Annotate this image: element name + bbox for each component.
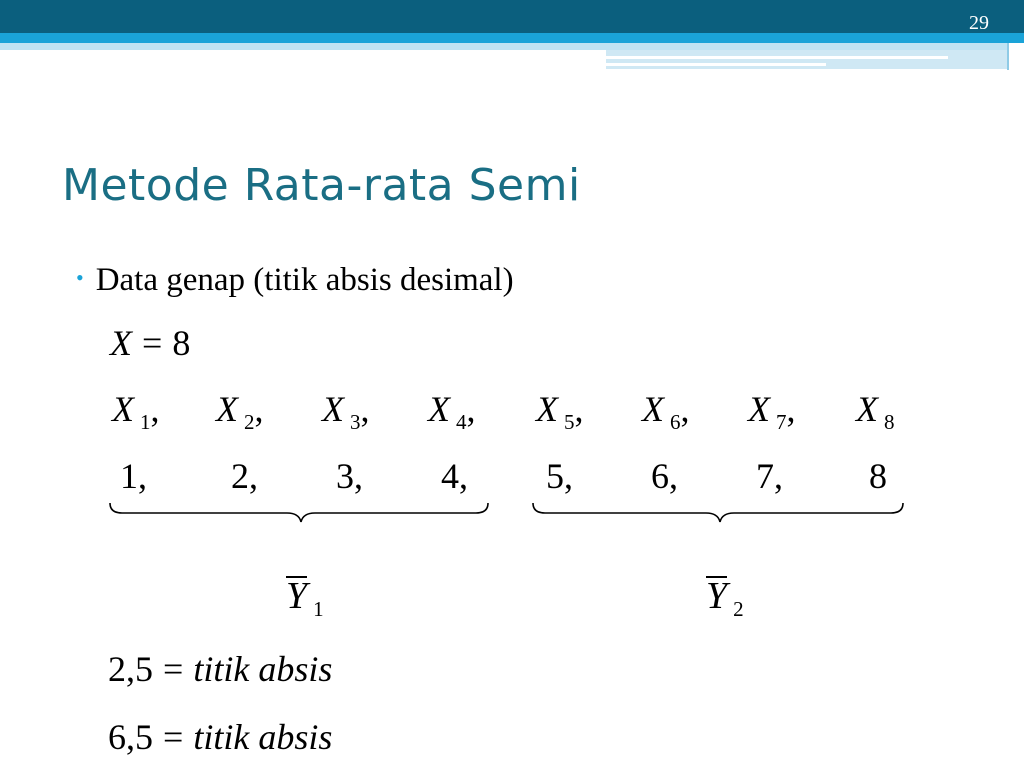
result-2: 6,5 = titik absis xyxy=(108,717,333,757)
value-6: 6, xyxy=(651,456,678,496)
value-8: 8 xyxy=(869,456,887,496)
value-5: 5, xyxy=(546,456,573,496)
bullet-text: Data genap (titik absis desimal) xyxy=(95,262,514,298)
var-x1: X $_1$, xyxy=(112,389,160,434)
n-eq: = xyxy=(142,323,163,363)
value-2: 2, xyxy=(231,456,258,496)
result-1: 2,5 = titik absis xyxy=(108,649,333,689)
var-x6: X $_6$, xyxy=(642,389,690,434)
value-3: 3, xyxy=(336,456,363,496)
value-1: 1, xyxy=(120,456,147,496)
var-x8: X $_8$ xyxy=(856,389,895,434)
group-mean-y2: Y $_2$ xyxy=(706,575,744,621)
value-7: 7, xyxy=(756,456,783,496)
n-lhs: X xyxy=(110,323,132,363)
var-x5: X $_5$, xyxy=(536,389,584,434)
slide-title: Metode Rata-rata Semi xyxy=(62,160,581,211)
page-number: 29 xyxy=(969,12,989,34)
group-mean-y1: Y $_1$ xyxy=(286,575,324,621)
var-x7: X $_7$, xyxy=(748,389,796,434)
var-x2: X $_2$, xyxy=(216,389,264,434)
var-x3: X $_3$, xyxy=(322,389,370,434)
var-x4: X $_4$, xyxy=(428,389,476,434)
underbrace-right xyxy=(533,503,903,522)
n-rhs: 8 xyxy=(172,323,191,363)
underbrace-left xyxy=(110,503,488,522)
value-4: 4, xyxy=(441,456,468,496)
bullet-dot-icon: • xyxy=(76,265,84,290)
